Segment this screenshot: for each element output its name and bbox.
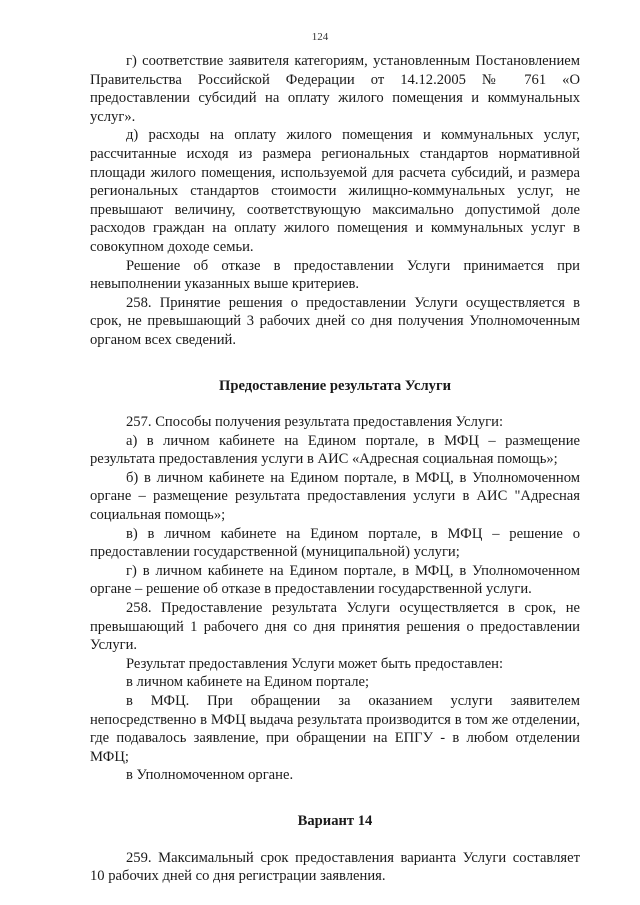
paragraph-option-portal: в личном кабинете на Едином портале;	[126, 674, 370, 691]
paragraph-method-g: г) в личном кабинете на Едином портале, в МФЦ, в Уполномоченном органе – решение об отказе в предоставлении государственной услуги.	[90, 562, 580, 598]
paragraph-refusal-decision: Решение об отказе в предоставлении Услуги принимается при невыполнении указанных выше критериев.	[90, 257, 580, 293]
page-number: 124	[311, 31, 329, 43]
paragraph-method-a: а) в личном кабинете на Едином портале, в МФЦ – размещение результата предоставления услуги в АИС «Адресная социальная помощь»;	[90, 432, 580, 468]
section-heading-result: Предоставление результата Услуги	[219, 377, 451, 394]
paragraph-option-mfc: в МФЦ. При обращении за оказанием услуги заявителем непосредственно в МФЦ выдача результата производится в том же отделении, где подавалось заявление, при обращении на ЕПГУ - в любом отделении МФЦ;	[90, 693, 580, 765]
section-heading-variant: Вариант 14	[297, 812, 373, 829]
paragraph-method-b: б) в личном кабинете на Едином портале, в МФЦ, в Уполномоченном органе – размещение результата предоставления услуги в АИС "Адресная социальная помощь»;	[90, 469, 580, 524]
paragraph-result-may-be-provided: Результат предоставления Услуги может быть предоставлен:	[126, 655, 504, 672]
paragraph-258-result-term: 258. Предоставление результата Услуги осуществляется в срок, не превышающий 1 рабочего дня со дня принятия решения о предоставлении Услуги.	[90, 600, 580, 654]
paragraph-257-methods: 257. Способы получения результата предоставления Услуги:	[126, 414, 504, 431]
paragraph-259-max-term: 259. Максимальный срок предоставления варианта Услуги составляет 10 рабочих дней со дня регистрации заявления.	[90, 849, 580, 885]
paragraph-258-decision-term: 258. Принятие решения о предоставлении Услуги осуществляется в срок, не превышающий 3 рабочих дней со дня получения Уполномоченным органом всех сведений.	[90, 294, 580, 348]
paragraph-criterion-g: г) соответствие заявителя категориям, установленным Постановлением Правительства Российской Федерации от 14.12.2005 № 761 «О предоставлении субсидий на оплату жилого помещения и коммунальных услуг».	[90, 53, 580, 125]
paragraph-method-v: в) в личном кабинете на Едином портале, в МФЦ – решение о предоставлении государственной (муниципальной) услуги;	[90, 525, 580, 561]
document-body	[90, 52, 580, 886]
paragraph-option-authority: в Уполномоченном органе.	[126, 767, 294, 784]
paragraph-criterion-d: д) расходы на оплату жилого помещения и коммунальных услуг, рассчитанные исходя из размера региональных стандартов нормативной площади жилого помещения, используемой для расчета субсидий, и размера региональных стандартов стоимости жилищно-коммунальных услуг, не превышают величину, соответствующую максимально допустимой доле расходов граждан на оплату жилого помещения и коммунальных услуг в совокупном доходе семьи.	[90, 127, 580, 255]
